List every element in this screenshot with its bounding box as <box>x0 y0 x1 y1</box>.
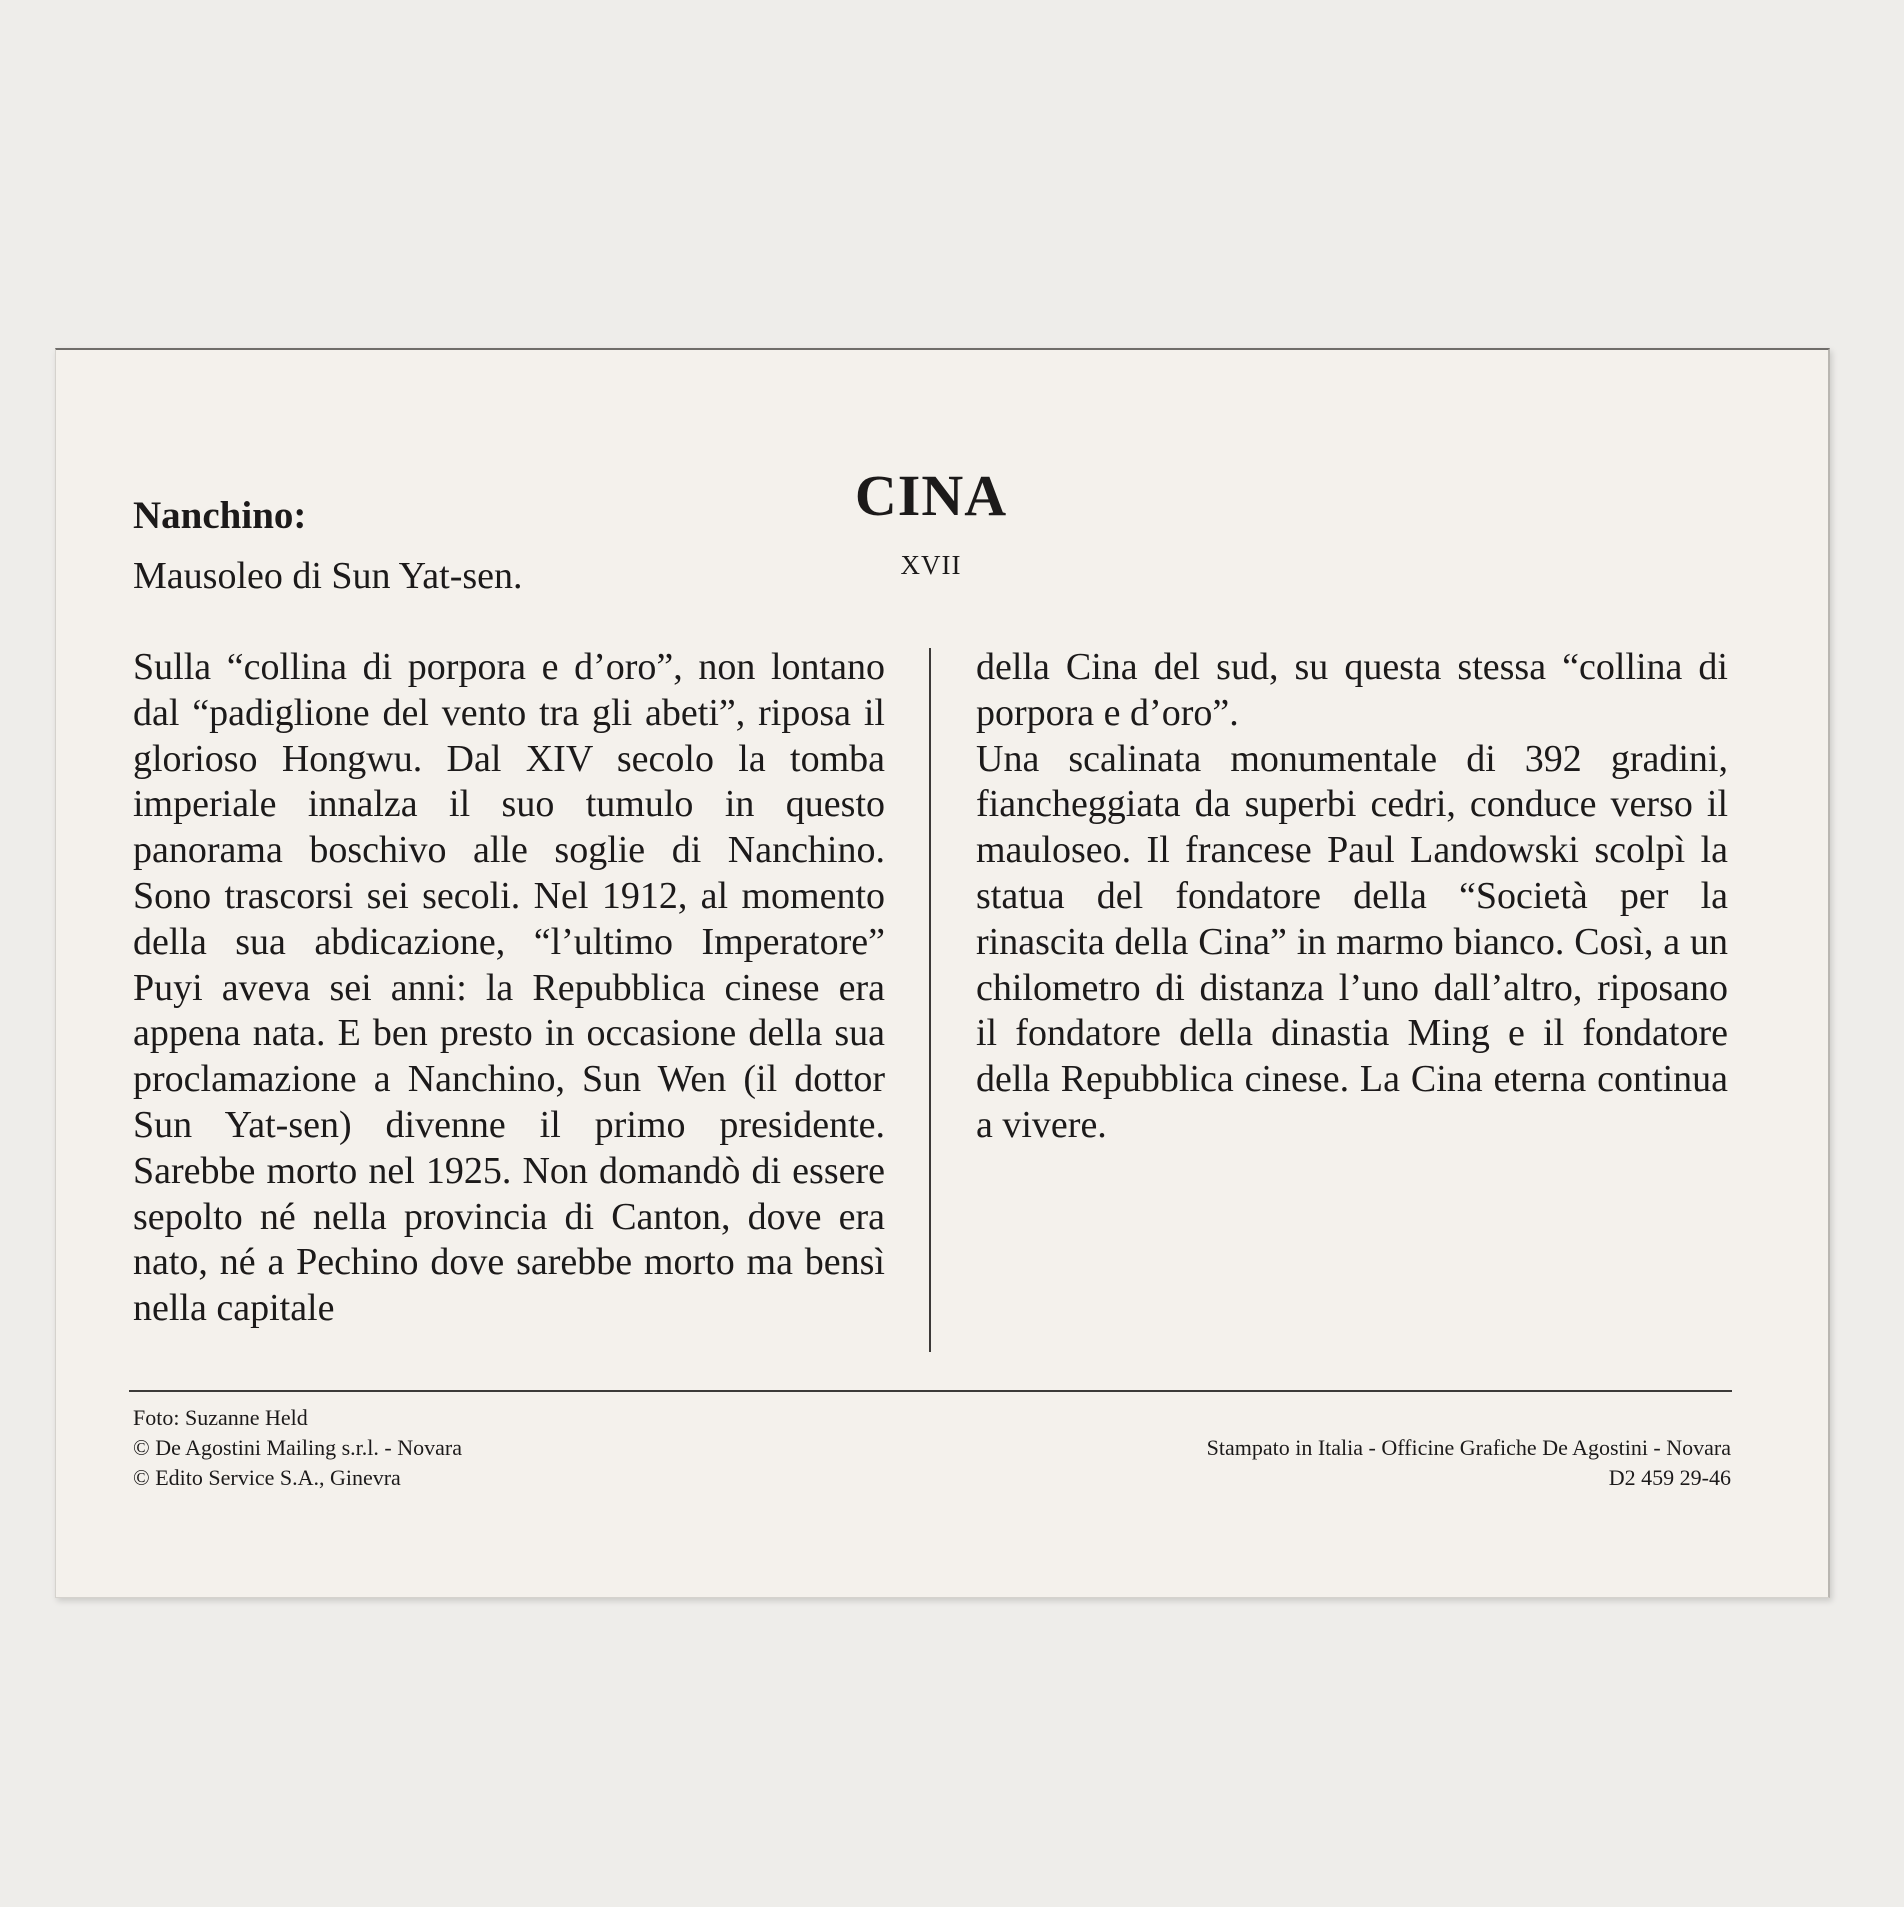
product-code: D2 459 29-46 <box>1608 1465 1731 1490</box>
location-heading: Nanchino: <box>133 494 307 537</box>
copyright-line-2: © Edito Service S.A., Ginevra <box>133 1465 401 1490</box>
text-column-right <box>976 645 1728 1149</box>
copyright-line-1: © De Agostini Mailing s.r.l. - Novara <box>133 1435 462 1460</box>
body-paragraph: Sulla “collina di porpora e d’oro”, non lontano dal “padiglione del vento tra gli abeti”, riposa il glorioso Hongwu. Dal XIV secolo la tomba imperiale innalza il suo tumulo in questo panorama boschivo alle soglie di Nanchino. Sono trascorsi sei secoli. Nel 1912, al momento della sua abdicazione, “l’ultimo Imperatore” Puyi aveva sei anni: la Repubblica cinese era appena nata. E ben presto in occasione della sua proclamazione a Nanchino, Sun Wen (il dottor Sun Yat-sen) divenne il primo presidente. Sarebbe morto nel 1925. Non domandò di essere sepolto né nella provincia di Canton, dove era nato, né a Pechino dove sarebbe morto ma bensì nella capitale <box>133 646 885 1330</box>
photo-caption: Mausoleo di Sun Yat-sen. <box>133 555 523 597</box>
series-number: XVII <box>900 550 962 580</box>
postcard-back <box>55 348 1830 1598</box>
footer-divider <box>129 1390 1732 1392</box>
page-title: CINA <box>854 463 1008 528</box>
text-column-left <box>133 645 885 1332</box>
body-paragraph-continued: della Cina del sud, su questa stessa “collina di porpora e d’oro”. <box>976 646 1728 734</box>
printer-info <box>1207 1433 1731 1493</box>
body-paragraph-2: Una scalinata monumentale di 392 gradini, fiancheggiata da superbi cedri, conduce verso il mauloseo. Il francese Paul Landowski scolpì la statua del fondatore della “Società per la rinascita della Cina” in marmo bianco. Così, a un chilometro di distanza l’uno dall’altro, riposano il fondatore della dinastia Ming e il fondatore della Repubblica cinese. La Cina eterna continua a vivere. <box>976 737 1728 1146</box>
credits <box>133 1403 462 1493</box>
photo-credit: Foto: Suzanne Held <box>133 1405 308 1430</box>
column-divider <box>929 648 931 1352</box>
printer-line: Stampato in Italia - Officine Grafiche De Agostini - Novara <box>1206 1435 1731 1460</box>
